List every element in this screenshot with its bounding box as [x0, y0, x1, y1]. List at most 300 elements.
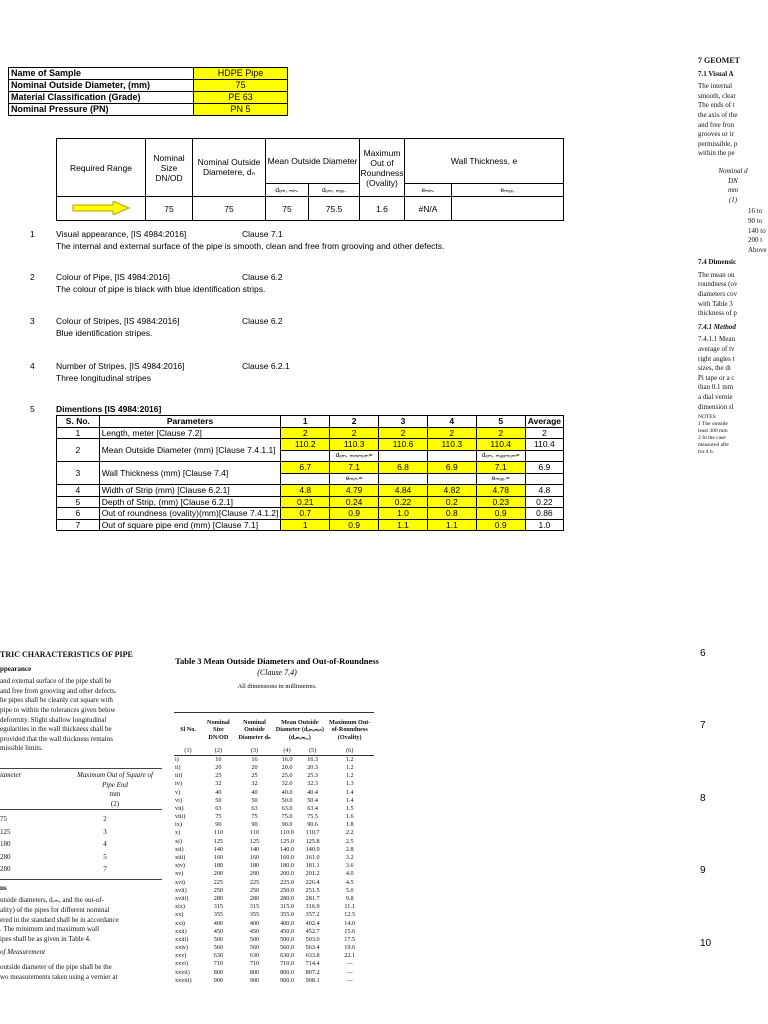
table3-cell: 160 [249, 854, 260, 862]
left-clip-col2: Maximum Out of Square of Pipe End [77, 770, 153, 789]
left-clip-line: missible limits. [0, 744, 43, 753]
table3-cell: 110.7 [305, 829, 320, 837]
table3-cell: 11.1 [344, 903, 355, 911]
table3-row [174, 895, 374, 903]
table3-cell: 160 [213, 854, 224, 862]
right-clip-s741: 7.4.1 Method [698, 322, 736, 331]
table3-cell: 250 [213, 886, 224, 894]
wall-thickness-header: Wall Thickness, e [405, 139, 564, 184]
dimensions-limit-label [281, 473, 330, 485]
dem-min-header: dₑₘ, ₘᵢₙ. [266, 184, 309, 197]
table3-cell: xx) [175, 911, 184, 919]
table3-cell: xiii) [175, 854, 186, 862]
left-clip-col1: iameter [0, 770, 22, 779]
section-clause: Clause 6.2 [242, 316, 283, 326]
dimensions-sno: 7 [57, 519, 100, 531]
dimensions-header: 2 [330, 416, 379, 428]
table3-cell: 503.0 [305, 935, 320, 943]
section-number: 3 [30, 316, 35, 326]
table3-cell: xxiv) [175, 944, 189, 952]
table3-cell: 40.4 [307, 788, 319, 796]
dimensions-value: 4.84 [379, 485, 428, 497]
table3-cell: 560.0 [280, 944, 294, 952]
left-clip-row-dia: 280 [0, 852, 11, 861]
table3-cell: 400 [213, 919, 224, 927]
dimensions-header: Parameters [99, 416, 281, 428]
table3-cell: 5.0 [345, 886, 354, 894]
dimensions-value: 1.0 [379, 508, 428, 520]
right-clip-line: The ends of t [698, 101, 735, 110]
table3-row [174, 821, 374, 829]
page-number: 8 [700, 793, 706, 804]
dimensions-parameter: Mean Outside Diameter (mm) [Clause 7.4.1.1] [99, 439, 281, 462]
table3-header: Nominal Outside Diameter dₙ [238, 718, 271, 741]
required-range-value: #N/A [405, 197, 452, 221]
table3-cell: 225.0 [280, 878, 294, 886]
table3-cell: xvi) [175, 878, 185, 886]
section-text: Three longitudinal stripes [56, 373, 151, 383]
table3-cell: 281.7 [305, 894, 320, 902]
table3-row [174, 846, 374, 854]
dimensions-value: 110.3 [330, 439, 379, 451]
table3-cell: 3.6 [345, 862, 354, 870]
table3-row [174, 969, 374, 977]
table3-cell: 201.2 [305, 870, 320, 878]
table3-row [174, 870, 374, 878]
right-clip-s7411-line: Pi tape or a c [698, 373, 735, 382]
sample-row [9, 104, 288, 116]
required-range-value [452, 197, 564, 221]
dimensions-value: 2 [330, 427, 379, 439]
dimensions-limit-label: eₘₐₓ.= [476, 473, 525, 485]
table3-cell: 2.2 [345, 829, 354, 837]
left-clip-row-dia: 125 [0, 827, 11, 836]
table3-cell: 630 [213, 952, 224, 960]
e-min-header: eₘᵢₙ. [405, 184, 452, 197]
table3-cell: 125 [213, 837, 224, 845]
right-clip-table-row: 200 t [748, 236, 763, 245]
table3-cell: xix) [175, 903, 185, 911]
table3-row [174, 805, 374, 813]
section-clause: Clause 6.2.1 [242, 361, 290, 371]
right-clip-s7411-line: average of tv [698, 345, 735, 354]
table3-cell: xii) [175, 845, 184, 853]
table3-col-number: (5) [308, 746, 317, 754]
required-range-value: 75 [266, 197, 309, 221]
dimensions-value: 1 [281, 519, 330, 531]
dimensions-parameter: Out of square pipe end (mm) [Clause 7.1] [99, 519, 281, 531]
table3-cell: 355.0 [280, 911, 294, 919]
table3-cell: 630.0 [280, 952, 294, 960]
table3-cell: 161.0 [305, 854, 320, 862]
table3-row [174, 813, 374, 821]
table3-cell: 226.4 [305, 878, 320, 886]
left-clip-line: provided that the wall thickness remains [0, 734, 113, 743]
sample-row [9, 92, 288, 104]
table3-cell: 500.0 [280, 935, 294, 943]
table3-cell: 140 [213, 845, 224, 853]
dimensions-value: 7.1 [476, 462, 525, 474]
table3-cell: 20 [215, 763, 222, 771]
right-clip-table-head: Nominal d [718, 166, 748, 175]
dimensions-value: 0.21 [281, 496, 330, 508]
table3-title: Table 3 Mean Outside Diameters and Out-of-Roundness [175, 656, 379, 666]
table3-cell: 32 [251, 780, 258, 788]
dimensions-average: 1.0 [525, 519, 563, 531]
dimensions-parameter: Length, meter [Clause 7.2] [99, 427, 281, 439]
table3-cell: 90.6 [307, 821, 319, 829]
table3-cell: 1.2 [345, 755, 354, 763]
left-clip-row-dia: 180 [0, 840, 11, 849]
left-clip-row-val: 3 [103, 827, 107, 836]
table3-cell: 90.0 [281, 821, 293, 829]
table3-row [174, 755, 374, 764]
table3-cell: 50 [215, 796, 222, 804]
dimensions-sno: 2 [57, 439, 100, 462]
dimensions-limit-label [427, 450, 476, 462]
dimensions-row [57, 427, 564, 439]
table3-cell: 75 [251, 813, 258, 821]
table3-cell: xxv) [175, 952, 187, 960]
left-clip-row-val: 4 [103, 840, 107, 849]
dimensions-sno: 4 [57, 485, 100, 497]
table3-row [174, 797, 374, 805]
left-clip-para-line: ered in the standard shall be in accordance [0, 915, 119, 924]
right-arrow-icon [71, 201, 131, 215]
dimensions-value: 6.7 [281, 462, 330, 474]
left-clip-last-line: outside diameter of the pipe shall be the [0, 962, 112, 971]
table3-cell: 110 [213, 829, 223, 837]
right-clip-note: 2 In the case [698, 435, 726, 442]
dimensions-sno: 1 [57, 427, 100, 439]
left-clip-row [0, 813, 162, 826]
page-number: 7 [700, 720, 706, 731]
dimensions-value: 0.9 [330, 508, 379, 520]
table3-cell: 20 [251, 763, 258, 771]
table3-cell: 357.2 [305, 911, 320, 919]
table3-cell: 225 [249, 878, 260, 886]
table3-cell: 17.5 [344, 935, 356, 943]
table3-cell: 180 [249, 862, 260, 870]
dimensions-average: 6.9 [525, 462, 563, 474]
table3-cell: 251.5 [305, 886, 320, 894]
table3-cell: 110.0 [280, 829, 294, 837]
table3-cell: 160.0 [280, 854, 294, 862]
dimensions-value: 0.7 [281, 508, 330, 520]
table3-cell: xviii) [175, 894, 189, 902]
table3-cell: 1.2 [345, 772, 354, 780]
table3-row [174, 952, 374, 960]
dimensions-parameter: Out of roundness (ovality)(mm)[Clause 7.4.1.2] [99, 508, 281, 520]
table3-cell: 140 [249, 845, 260, 853]
left-clip-line: deformity. Slight shallow longitudinal [0, 715, 107, 724]
dimensions-parameter: Width of Strip (mm) [Clause 6.2.1] [99, 485, 281, 497]
sample-label: Nominal Outside Diameter, (mm) [9, 80, 194, 92]
dimensions-row [57, 508, 564, 520]
sample-info-table [8, 67, 288, 116]
table3-cell: 315 [249, 903, 260, 911]
table3-cell: 450 [249, 927, 260, 935]
table3-cell: 633.8 [305, 952, 320, 960]
table3-col-number: (2) [214, 746, 222, 754]
table3-cell: — [346, 968, 353, 976]
table3-cell: 900 [213, 976, 224, 984]
left-standard-clip [0, 650, 162, 982]
dimensions-parameter: Wall Thickness (mm) [Clause 7.4] [99, 462, 281, 485]
table3-cell: 2.8 [345, 845, 354, 853]
right-clip-line: grooves or ir [698, 130, 734, 139]
table3-cell: 710 [249, 960, 260, 968]
table3-row [174, 772, 374, 780]
left-clip-line: he pipes shall be cleanly cut square with [0, 696, 113, 705]
required-range-value: 75.5 [309, 197, 360, 221]
table3-cell: 40 [251, 788, 258, 796]
dem-max-header: dₑₘ, ₘₐₓ. [309, 184, 360, 197]
right-clip-note: 1 The outside [698, 421, 728, 428]
left-clip-sub: ppearance [0, 664, 32, 673]
dimensions-value: 2 [476, 427, 525, 439]
table3-cell: 800 [249, 968, 260, 976]
nominal-size-header: Nominal Size DN/OD [146, 139, 193, 197]
dimensions-average: 0.86 [525, 508, 563, 520]
left-clip-para-line: ality) of the pipes for different nominal [0, 906, 110, 914]
table3-cell: 355 [249, 911, 260, 919]
table3-row [174, 928, 374, 936]
table3-cell: x) [175, 829, 181, 837]
page-number: 9 [700, 865, 706, 876]
dimensions-value: 0.9 [476, 519, 525, 531]
table3-cell: 315 [213, 903, 224, 911]
right-clip-table-row: 140 to [748, 226, 766, 235]
table3-header: Sl No. [180, 726, 196, 733]
dimensions-value: 1.1 [427, 519, 476, 531]
table3-cell: 110 [249, 829, 260, 837]
table3-cell: 32.0 [281, 780, 293, 788]
table3-cell: 180.0 [280, 862, 294, 870]
dimensions-limit-label: dₑₘ, ₘₐₓᵢₘᵤₘ= [476, 450, 525, 462]
table3-cell: iv) [175, 780, 182, 788]
dimensions-average: 0.22 [525, 496, 563, 508]
table3-cell: v) [175, 788, 181, 796]
dimensions-value: 0.23 [476, 496, 525, 508]
table3-cell: 16 [251, 755, 258, 763]
table3-cell: 450.0 [280, 927, 294, 935]
dimensions-limit-blank [525, 473, 563, 485]
dimensions-limit-label [379, 473, 428, 485]
table3-cell: 500 [213, 935, 224, 943]
table3-cell: — [346, 976, 353, 984]
right-clip-s7411-line: sizes, the di [698, 364, 731, 373]
table3-cell: 280 [213, 894, 224, 902]
table3-cell: 1.2 [345, 763, 354, 771]
dimensions-value: 7.1 [330, 462, 379, 474]
table3-cell: 714.4 [305, 960, 320, 968]
table3-header: Nominal Size DN/OD [207, 718, 230, 741]
table3-cell: 32 [215, 780, 222, 788]
left-clip-line: and external surface of the pipe shall be [0, 677, 112, 686]
e-max-header: eₘₐₓ. [452, 184, 564, 197]
table3-clause: (Clause 7.4) [257, 668, 297, 677]
dimensions-value: 0.8 [427, 508, 476, 520]
dimensions-value: 6.8 [379, 462, 428, 474]
left-clip-line: and free from grooving and other defects. [0, 686, 117, 695]
table3-row [174, 862, 374, 870]
right-clip-line: permissible, p [698, 139, 738, 148]
table3-note: All dimensions in millimetres. [237, 683, 317, 690]
table3-row [174, 788, 374, 796]
table3-cell: ii) [175, 763, 181, 771]
table3-col-number: (1) [184, 746, 192, 754]
dimensions-header: 3 [379, 416, 428, 428]
table3-cell: vii) [175, 804, 184, 812]
table3-cell: xxii) [175, 927, 187, 935]
table3-row [174, 944, 374, 952]
sample-label: Name of Sample [9, 68, 194, 80]
dimensions-value: 110.6 [379, 439, 428, 451]
right-clip-line: The internal [698, 82, 733, 91]
table3-cell: 63.4 [307, 804, 319, 812]
table3-cell: 125 [249, 837, 260, 845]
dimensions-limit-blank [525, 450, 563, 462]
table3-cell: 20.0 [281, 763, 293, 771]
dimensions-value: 0.9 [476, 508, 525, 520]
table3-cell: xi) [175, 837, 182, 845]
table3-cell: 807.2 [305, 968, 320, 976]
table3-cell: 20.3 [307, 763, 319, 771]
left-clip-row-dia: 75 [0, 815, 7, 824]
ovality-header: Maximum Out of Roundness (Ovality) [360, 139, 405, 197]
table3-cell: 560 [249, 944, 260, 952]
dimensions-value: 1.1 [379, 519, 428, 531]
section-number: 1 [30, 229, 35, 239]
table3-cell: 140.0 [280, 845, 294, 853]
table3-cell: 316.9 [305, 903, 320, 911]
left-clip-c2: (2) [110, 799, 120, 808]
table3-cell: 500 [249, 935, 260, 943]
table3-cell: xxi) [175, 919, 185, 927]
right-clip-s7411-line: than 0.1 mm [698, 383, 734, 392]
table3-cell: ix) [175, 821, 182, 829]
left-clip-para-line: . The minimum and maximum wall [0, 925, 100, 934]
dimensions-average: 2 [525, 427, 563, 439]
table3-cell: i) [175, 755, 179, 763]
table3-cell: 800.0 [280, 968, 294, 976]
sample-value: PE 63 [194, 92, 288, 104]
table3-cell: 50.4 [307, 796, 319, 804]
table3-cell: 1.3 [345, 780, 354, 788]
table3-row [174, 829, 374, 837]
table3-cell: 25.3 [307, 772, 319, 780]
dimensions-value: 4.78 [476, 485, 525, 497]
table3-header: Maximum Out-of-Roundness (Ovality) [328, 718, 371, 741]
section-title: Colour of Pipe, [IS 4984:2016] [56, 272, 170, 282]
section-clause: Clause 7.1 [242, 229, 283, 239]
required-range-value: 75 [193, 197, 266, 221]
left-clip-para-line: ipes shall be as given in Table 4. [0, 934, 91, 943]
left-clip-ns: ns [0, 883, 7, 892]
table3-cell: 900 [249, 976, 260, 984]
section-text: The colour of pipe is black with blue identification strips. [56, 284, 266, 294]
left-clip-row-val: 5 [103, 852, 107, 861]
dimensions-row [57, 496, 564, 508]
page-number: 10 [700, 938, 712, 949]
dimensions-row [57, 462, 564, 474]
table3-cell: 63 [251, 804, 258, 812]
table3-row [174, 911, 374, 919]
dimensions-sno: 6 [57, 508, 100, 520]
table3-cell: 50 [251, 796, 258, 804]
table3-cell: 180 [213, 862, 224, 870]
dimensions-value: 4.79 [330, 485, 379, 497]
table3-cell: 125.8 [305, 837, 320, 845]
table3-col-number: (3) [250, 746, 259, 754]
right-clip-s74-line: roundness (ov [698, 280, 738, 289]
table3-cell: 900.0 [280, 976, 294, 984]
table3-row [174, 764, 374, 772]
table3-cell: 280 [249, 894, 260, 902]
section-title: Colour of Stripes, [IS 4984:2016] [56, 316, 180, 326]
dimensions-value: 2 [427, 427, 476, 439]
table3-cell: 630 [249, 952, 260, 960]
table3-cell: 200 [249, 870, 260, 878]
dimensions-value: 110.3 [427, 439, 476, 451]
table3-cell: 12.5 [344, 911, 356, 919]
table3-cell: xxvi) [175, 960, 189, 968]
left-clip-row-val: 2 [103, 815, 107, 824]
table3-row [174, 960, 374, 968]
table3-cell: 452.7 [305, 927, 320, 935]
table3-cell: 563.4 [305, 944, 320, 952]
right-clip-table-head: mm [727, 186, 739, 195]
left-clip-last-line: wo measurements taken using a vernier at [0, 972, 118, 981]
right-clip-table-row: 16 to [748, 207, 763, 216]
table3-cell: xv) [175, 870, 184, 878]
left-clip-row [0, 863, 162, 876]
table3-block [172, 656, 382, 690]
right-clip-line: within the pe [698, 149, 735, 158]
dimensions-header: Average [525, 416, 563, 428]
table3-cell: 400 [249, 919, 260, 927]
table3-cell: 1.8 [345, 821, 354, 829]
right-clip-s7411-line: right angles t [698, 354, 735, 363]
table3-cell: 75.0 [281, 813, 293, 821]
page-number: 6 [700, 648, 706, 659]
right-clip-s7411-line: a dial vernie [698, 393, 733, 401]
required-range-value: 75 [146, 197, 193, 221]
table3-row [174, 838, 374, 846]
sample-value: PN 5 [194, 104, 288, 116]
right-clip-note: for 4 h. [698, 449, 715, 456]
dimensions-header: 4 [427, 416, 476, 428]
dimensions-header: 1 [281, 416, 330, 428]
table3-cell: 2.5 [345, 837, 354, 845]
dimensions-title: Dimentions [IS 4984:2016] [56, 404, 162, 414]
table3-cell: xvii) [175, 886, 187, 894]
table3-cell: 710 [213, 960, 224, 968]
table3-cell: 90 [251, 821, 258, 829]
table3-row [174, 919, 374, 927]
table3-row [174, 887, 374, 895]
right-clip-s74-line: diameters cov [698, 290, 738, 299]
table3-cell: 200 [213, 870, 224, 878]
table3-cell: 4.5 [345, 878, 354, 886]
table3-cell: 1.6 [345, 813, 354, 821]
right-clip-note: NOTES [698, 414, 716, 421]
table3-col-number: (6) [346, 746, 354, 754]
table3 [174, 712, 374, 985]
left-clip-row [0, 838, 162, 851]
dimensions-number: 5 [30, 404, 35, 414]
